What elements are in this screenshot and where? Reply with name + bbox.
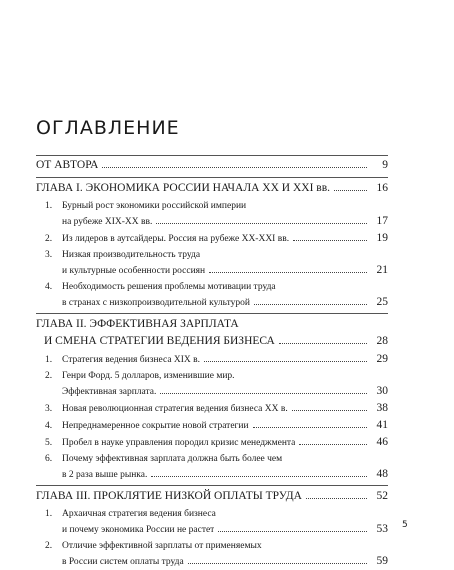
dot-leader <box>293 240 367 241</box>
toc-chapter-entry[interactable] <box>36 316 388 350</box>
toc-subentry[interactable] <box>36 539 388 569</box>
toc-subentry[interactable] <box>36 280 388 310</box>
dot-leader <box>279 343 367 344</box>
toc-heading: ОГЛАВЛЕНИЕ <box>36 117 180 139</box>
toc-item-number: 4. <box>45 421 53 431</box>
toc-page-number: 17 <box>376 215 388 227</box>
toc-page-number: 59 <box>376 555 388 567</box>
toc-page-number: 52 <box>376 490 388 502</box>
toc-chapter-entry[interactable] <box>36 157 388 174</box>
toc-page-number: 28 <box>376 335 388 347</box>
toc-page-number: 48 <box>376 468 388 480</box>
toc-item-title: в России систем оплаты труда <box>62 557 184 567</box>
dot-leader <box>306 498 367 499</box>
toc-subentry[interactable] <box>36 507 388 537</box>
toc-page-number: 25 <box>376 296 388 308</box>
toc-page-number: 46 <box>376 436 388 448</box>
toc-item-number: 2. <box>45 371 53 381</box>
toc-subentry[interactable] <box>36 435 388 450</box>
section-divider <box>36 313 388 314</box>
toc-page-number: 53 <box>376 523 388 535</box>
dot-leader <box>209 272 367 273</box>
section-divider <box>36 177 388 178</box>
dot-leader <box>254 304 367 305</box>
toc-item-number: 3. <box>45 404 53 414</box>
toc-page-number: 9 <box>382 159 388 171</box>
toc-item-title: Низкая производительность труда <box>62 250 201 260</box>
toc-item-title: и почему экономика России не растет <box>62 525 215 535</box>
toc-item-title: в странах с низкопроизводительной культурой <box>62 298 250 308</box>
page-number: 5 <box>402 520 408 530</box>
toc-page-number: 16 <box>376 182 388 194</box>
toc-list <box>36 157 388 569</box>
toc-subentry[interactable] <box>36 369 388 399</box>
dot-leader <box>334 190 367 191</box>
dot-leader <box>218 531 367 532</box>
toc-item-number: 5. <box>45 438 53 448</box>
toc-item-number: 1. <box>45 201 53 211</box>
toc-item-title: ГЛАВА I. ЭКОНОМИКА РОССИИ НАЧАЛА XX И XXI вв. <box>36 182 331 194</box>
toc-page-number: 29 <box>376 353 388 365</box>
toc-item-title: Стратегия ведения бизнеса XIX в. <box>62 355 201 365</box>
toc-item-title: Генри Форд. 5 долларов, изменившие мир. <box>62 371 235 381</box>
toc-page-number: 21 <box>376 264 388 276</box>
toc-item-title: на рубеже XIX-XX вв. <box>62 217 153 227</box>
toc-chapter-entry[interactable] <box>36 488 388 505</box>
dot-leader <box>299 444 367 445</box>
toc-item-title: Эффективная зарплата. <box>62 387 157 397</box>
toc-chapter-entry[interactable] <box>36 180 388 197</box>
toc-subentry[interactable] <box>36 352 388 367</box>
dot-leader <box>292 410 367 411</box>
toc-subentry[interactable] <box>36 199 388 229</box>
toc-page-number: 41 <box>376 419 388 431</box>
toc-item-number: 2. <box>45 234 53 244</box>
toc-subentry[interactable] <box>36 418 388 433</box>
toc-item-title: Пробел в науке управления породил кризис менеджмента <box>62 438 296 448</box>
toc-item-title: ГЛАВА II. ЭФФЕКТИВНАЯ ЗАРПЛАТА <box>36 318 239 330</box>
toc-item-number: 1. <box>45 355 53 365</box>
dot-leader <box>253 427 367 428</box>
heading-divider <box>36 155 388 156</box>
toc-item-number: 6. <box>45 454 53 464</box>
dot-leader <box>151 476 367 477</box>
toc-page-number: 19 <box>376 232 388 244</box>
toc-page-number: 30 <box>376 385 388 397</box>
dot-leader <box>204 361 367 362</box>
toc-subentry[interactable] <box>36 231 388 246</box>
toc-subentry[interactable] <box>36 401 388 416</box>
toc-item-number: 4. <box>45 282 53 292</box>
toc-item-number: 3. <box>45 250 53 260</box>
toc-item-title: Архаичная стратегия ведения бизнеса <box>62 509 216 519</box>
toc-item-title: ГЛАВА III. ПРОКЛЯТИЕ НИЗКОЙ ОПЛАТЫ ТРУДА <box>36 490 302 502</box>
toc-item-title: Необходимость решения проблемы мотивации труда <box>62 282 276 292</box>
toc-item-title: И СМЕНА СТРАТЕГИИ ВЕДЕНИЯ БИЗНЕСА <box>44 335 275 347</box>
toc-item-title: и культурные особенности россиян <box>62 266 206 276</box>
toc-item-title: Почему эффективная зарплата должна быть более чем <box>62 454 283 464</box>
toc-item-title: ОТ АВТОРА <box>36 159 99 171</box>
toc-item-title: Бурный рост экономики российской империи <box>62 201 247 211</box>
toc-item-title: Отличие эффективной зарплаты от применяемых <box>62 541 262 551</box>
dot-leader <box>160 393 367 394</box>
toc-subentry[interactable] <box>36 248 388 278</box>
dot-leader <box>102 167 367 168</box>
toc-item-title: в 2 раза выше рынка. <box>62 470 148 480</box>
toc-subentry[interactable] <box>36 452 388 482</box>
toc-item-number: 2. <box>45 541 53 551</box>
toc-item-number: 1. <box>45 509 53 519</box>
section-divider <box>36 485 388 486</box>
toc-item-title: Новая революционная стратегия ведения бизнеса XX в. <box>62 404 288 414</box>
toc-item-title: Непреднамеренное сокрытие новой стратегии <box>62 421 249 431</box>
dot-leader <box>156 223 367 224</box>
toc-item-title: Из лидеров в аутсайдеры. Россия на рубеже XX-XXI вв. <box>62 234 290 244</box>
toc-page-number: 38 <box>376 402 388 414</box>
